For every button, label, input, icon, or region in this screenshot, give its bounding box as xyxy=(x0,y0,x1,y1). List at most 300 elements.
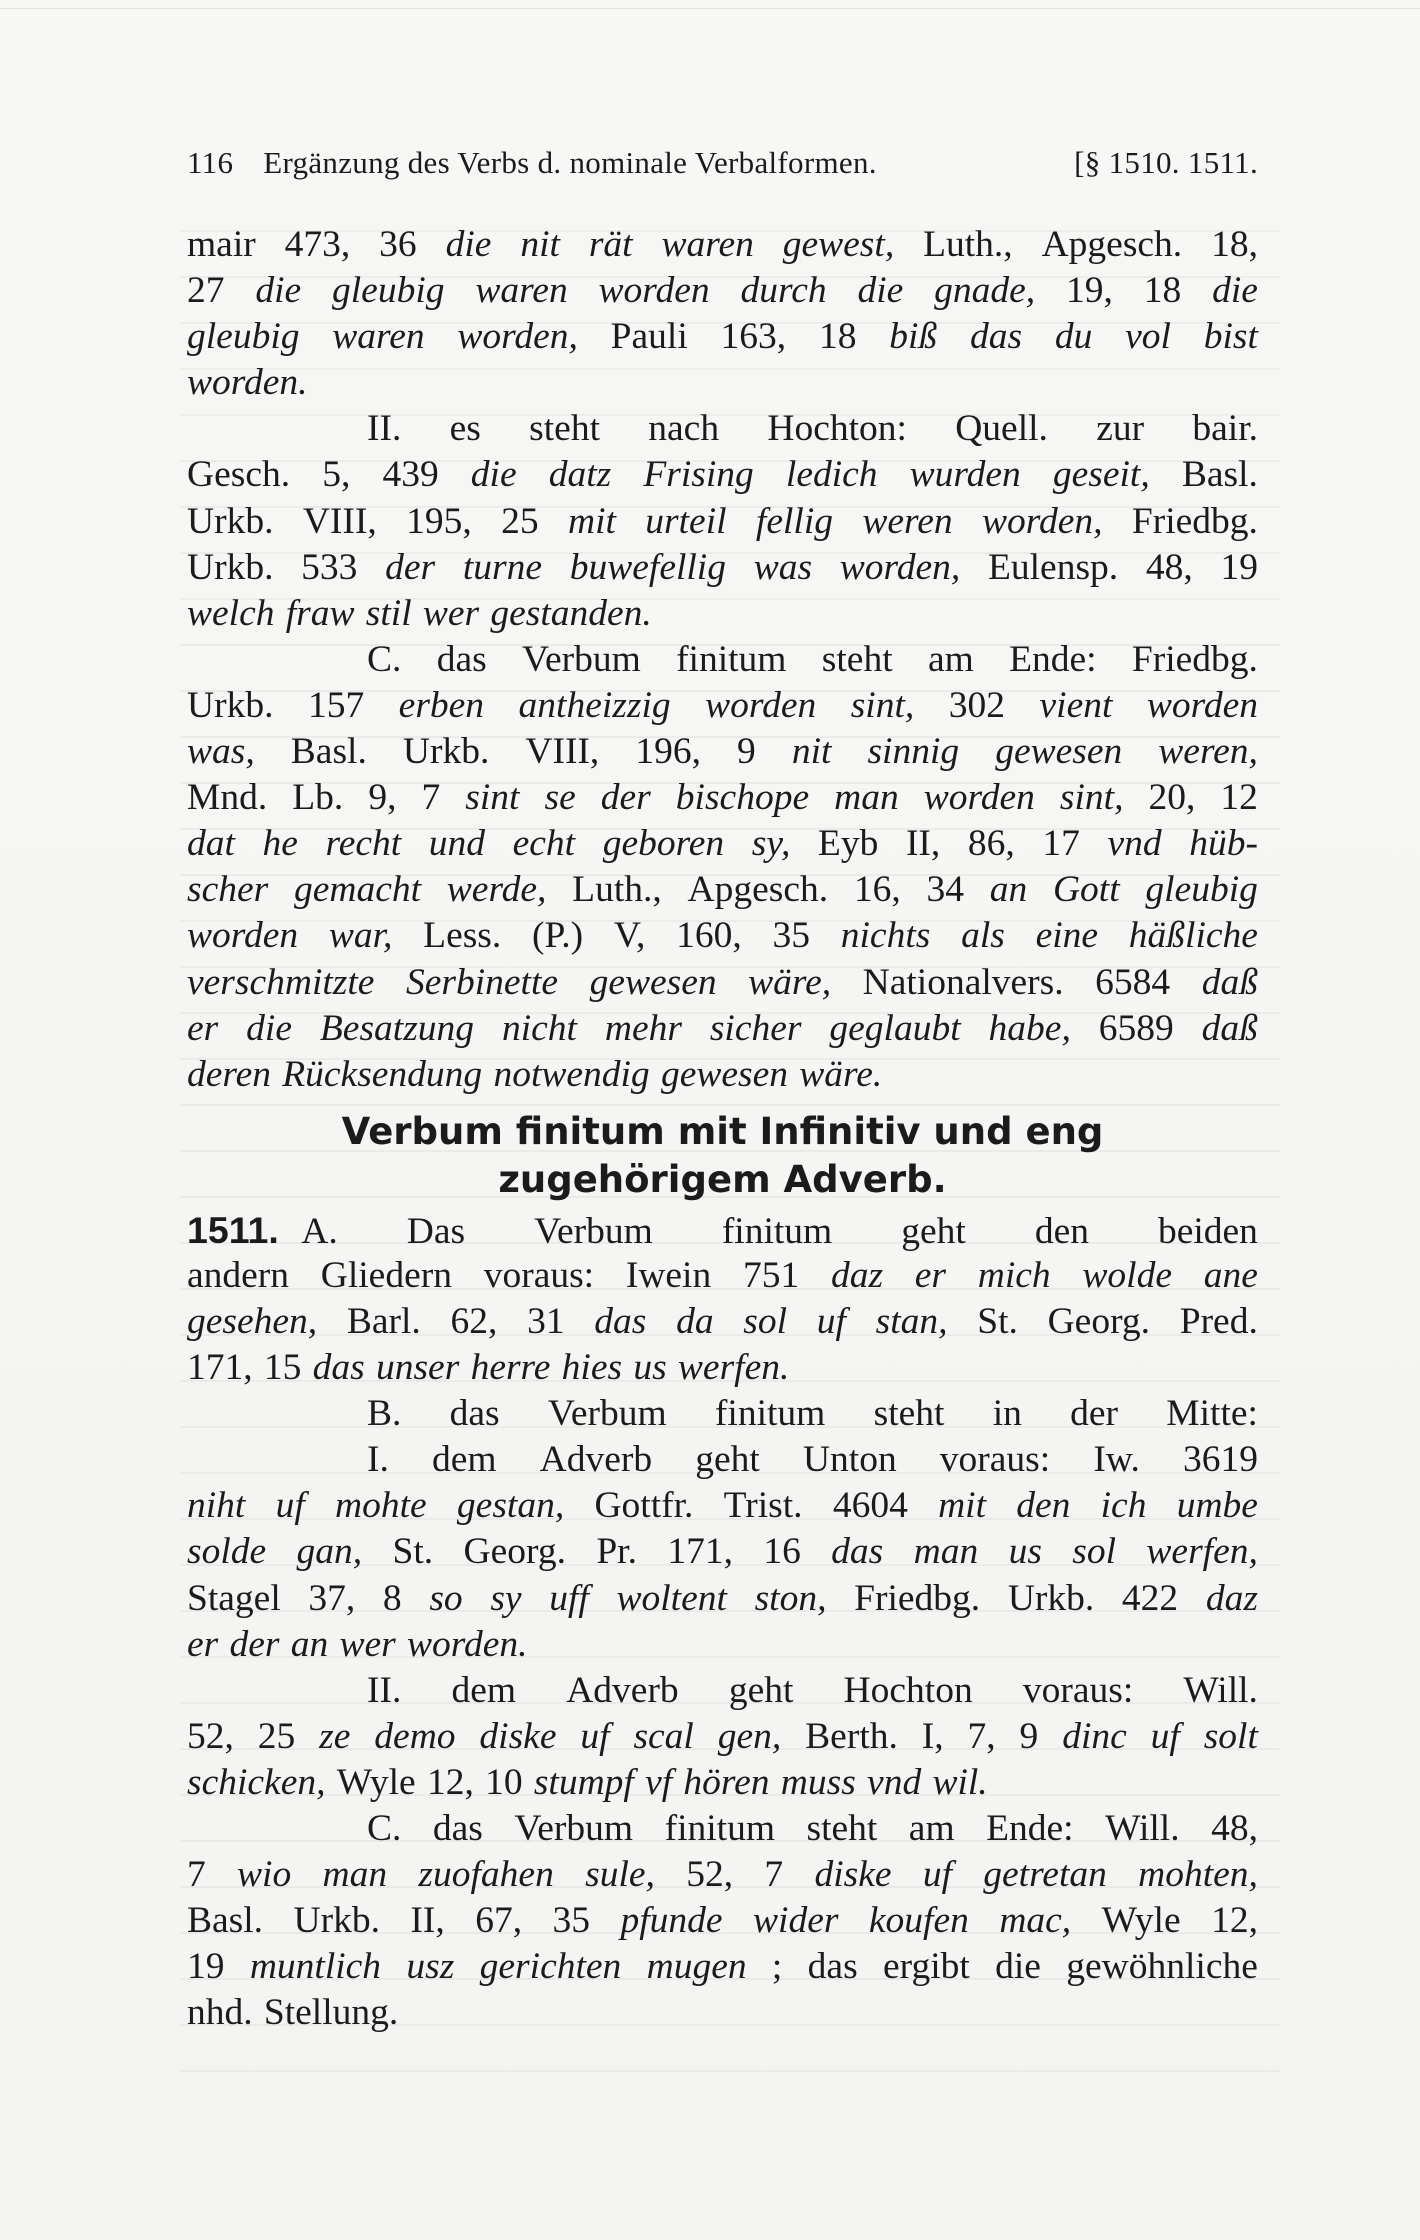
word: da xyxy=(676,1300,714,1342)
word: datz xyxy=(548,454,612,496)
word: 16, xyxy=(853,869,901,911)
word: wer xyxy=(339,1623,396,1665)
word: 422 xyxy=(1121,1577,1179,1619)
word: den xyxy=(1016,1485,1071,1527)
word: ledich xyxy=(785,454,878,496)
word: Will. xyxy=(1183,1669,1258,1711)
word: nach xyxy=(648,408,720,450)
word: muntlich xyxy=(249,1946,382,1988)
word: Friedbg. xyxy=(854,1577,981,1619)
word: 31 xyxy=(527,1300,565,1342)
word: uf xyxy=(816,1300,846,1342)
word: steht xyxy=(873,1393,945,1435)
word: 160, xyxy=(676,915,742,957)
word: sinnig xyxy=(867,731,960,773)
word: II, xyxy=(905,823,941,865)
word: Pr. xyxy=(596,1531,637,1573)
word: gewesen xyxy=(995,731,1123,773)
word: geboren xyxy=(602,823,725,865)
text-line xyxy=(187,729,1258,775)
word: Adverb xyxy=(539,1439,653,1481)
word: Trist. xyxy=(723,1485,803,1527)
word: du xyxy=(1054,316,1093,358)
text-line xyxy=(187,314,1258,360)
word: Apgesch. xyxy=(1041,224,1183,265)
text-line xyxy=(187,821,1258,867)
word: mac, xyxy=(999,1900,1072,1942)
word: wurden xyxy=(909,454,1021,496)
word: gewest, xyxy=(782,224,895,265)
running-title: Ergänzung des Verbs d. nominale Verbalformen. xyxy=(263,145,877,180)
word: Luth., xyxy=(572,869,662,911)
word: voraus: xyxy=(1022,1669,1134,1711)
word: es xyxy=(449,408,481,450)
word: Will. xyxy=(1105,1808,1180,1849)
text-line xyxy=(187,1760,1258,1806)
word: 12, xyxy=(1211,1900,1258,1942)
word: sol xyxy=(743,1300,788,1342)
word: Eulensp. xyxy=(987,546,1119,588)
paragraph-1511-first-line xyxy=(187,1207,1258,1253)
word: worden xyxy=(598,270,710,312)
word: niht xyxy=(187,1485,246,1527)
word: durch xyxy=(740,270,827,312)
word: mugen xyxy=(646,1946,747,1988)
word: ergibt xyxy=(883,1946,970,1988)
word: 36 xyxy=(379,224,417,265)
word: 163, xyxy=(720,316,787,358)
word: am xyxy=(927,638,974,680)
text-line xyxy=(187,960,1258,1006)
word: das xyxy=(432,1808,483,1849)
word: Wyle xyxy=(336,1761,416,1803)
word: nit xyxy=(791,731,832,773)
word: Mitte: xyxy=(1166,1393,1258,1435)
word: der xyxy=(229,1623,280,1665)
word: das xyxy=(436,638,487,680)
heading-line-2: zugehörigem Adverb. xyxy=(498,1157,947,1201)
word: 48, xyxy=(1145,546,1193,588)
word: 8 xyxy=(382,1577,402,1619)
heading-line-1: Verbum finitum mit Infinitiv und eng xyxy=(341,1109,1104,1153)
word: worden. xyxy=(407,1623,528,1665)
word: wäre. xyxy=(799,1053,883,1095)
paragraph-1511-a-text: A. Das Verbum finitum geht den beiden xyxy=(301,1210,1258,1252)
word: geseit, xyxy=(1052,454,1150,496)
word: 6589 xyxy=(1098,1007,1174,1049)
word: woltent xyxy=(616,1577,727,1619)
word: voraus: xyxy=(939,1439,1051,1481)
text-line xyxy=(187,775,1258,821)
word: ze xyxy=(319,1715,351,1757)
word: an xyxy=(989,869,1028,911)
text-line xyxy=(187,1668,1258,1714)
word: gen, xyxy=(717,1715,782,1757)
word: das xyxy=(312,1347,365,1389)
word: Less. xyxy=(423,915,502,957)
word: sol xyxy=(1072,1531,1117,1573)
text-line xyxy=(187,1299,1258,1345)
word: worden, xyxy=(457,316,578,358)
word: Friedbg. xyxy=(1131,500,1258,542)
word: Lb. xyxy=(292,777,344,819)
word: finitum xyxy=(664,1808,775,1849)
word: 16 xyxy=(763,1531,801,1573)
word: wil. xyxy=(932,1761,988,1803)
word: Adverb xyxy=(566,1669,679,1711)
text-line xyxy=(187,1714,1258,1760)
word: mit xyxy=(568,500,616,542)
word: stumpf xyxy=(533,1761,634,1803)
word: I, xyxy=(921,1715,944,1757)
text-line xyxy=(187,1622,1258,1668)
word: sint, xyxy=(1059,777,1124,819)
text-line xyxy=(187,1345,1258,1391)
text-line xyxy=(187,1898,1258,1944)
word: geglaubt xyxy=(829,1007,961,1049)
word: Pauli xyxy=(610,316,688,358)
word: Urkb. xyxy=(402,731,490,773)
word: Nationalvers. xyxy=(862,961,1064,1003)
word: die xyxy=(1212,270,1258,312)
word: dem xyxy=(431,1439,497,1481)
word: 17 xyxy=(1042,823,1080,865)
word: fraw xyxy=(285,592,355,634)
word: 12 xyxy=(1220,777,1258,819)
word: so xyxy=(429,1577,463,1619)
word: andern xyxy=(187,1254,290,1296)
word: Quell. xyxy=(955,408,1048,450)
word: steht xyxy=(821,638,893,680)
word: werfen. xyxy=(677,1347,790,1389)
word: erben xyxy=(398,684,485,726)
word: man xyxy=(834,777,899,819)
word: Iw. xyxy=(1093,1439,1140,1481)
text-line xyxy=(187,1006,1258,1052)
word: Frising xyxy=(643,454,754,496)
word: Urkb. xyxy=(187,684,274,726)
word: Urkb. xyxy=(293,1900,380,1942)
word: als xyxy=(961,915,1005,957)
word: werde, xyxy=(446,869,547,911)
word: 196, xyxy=(635,731,701,773)
word: he xyxy=(262,823,298,865)
word: scher xyxy=(187,869,269,911)
main-text xyxy=(187,222,1258,2036)
word: Urkb. xyxy=(187,500,274,542)
word: häßliche xyxy=(1128,915,1258,957)
word: worden xyxy=(705,684,817,726)
word: sy xyxy=(490,1577,522,1619)
word: (P.) xyxy=(532,915,584,957)
text-line xyxy=(187,1253,1258,1299)
word: Verbum xyxy=(522,638,641,680)
word: der xyxy=(385,546,436,588)
word: er xyxy=(914,1254,947,1296)
word: 18, xyxy=(1211,224,1258,265)
word: die xyxy=(995,1946,1041,1988)
text-line xyxy=(187,406,1258,452)
text-line xyxy=(187,545,1258,591)
word: 3619 xyxy=(1182,1439,1258,1481)
word: V, xyxy=(613,915,646,957)
word: 533 xyxy=(301,546,358,588)
word: muss xyxy=(780,1761,856,1803)
word: Barl. xyxy=(346,1300,421,1342)
word: Besatzung xyxy=(319,1007,475,1049)
word: II, xyxy=(410,1900,445,1942)
word: Stagel xyxy=(187,1577,281,1619)
word: 19 xyxy=(187,1946,225,1988)
text-line xyxy=(187,1576,1258,1622)
word: habe, xyxy=(988,1007,1071,1049)
word: worden xyxy=(923,777,1035,819)
word: ston, xyxy=(754,1577,827,1619)
word: Rücksendung xyxy=(282,1053,483,1095)
word: vnd xyxy=(1107,823,1162,865)
word: I. xyxy=(367,1439,389,1481)
word: vnd xyxy=(867,1761,922,1803)
word: Gottfr. xyxy=(594,1485,694,1527)
word: mehr xyxy=(604,1007,682,1049)
word: worden, xyxy=(839,546,961,588)
word: 6584 xyxy=(1095,961,1171,1003)
word: dem xyxy=(451,1669,517,1711)
word: gleubig xyxy=(1145,869,1258,911)
word: gewöhnliche xyxy=(1066,1946,1258,1988)
word: umbe xyxy=(1176,1485,1258,1527)
word: der xyxy=(600,777,651,819)
word: Urkb. xyxy=(1007,1577,1095,1619)
word: daß xyxy=(1201,1007,1258,1049)
text-line xyxy=(187,222,1258,268)
word: 9 xyxy=(1019,1715,1039,1757)
word: die xyxy=(470,454,517,496)
word: gleubig xyxy=(187,316,300,358)
word: VIII, xyxy=(302,500,377,542)
word: 27 xyxy=(187,270,225,312)
word: 15 xyxy=(263,1347,302,1389)
text-line xyxy=(187,268,1258,314)
word: 7, xyxy=(967,1715,996,1757)
word: Georg. xyxy=(463,1531,566,1573)
word: 439 xyxy=(382,454,439,496)
word: II. xyxy=(367,408,402,450)
word: solt xyxy=(1203,1715,1258,1757)
word: daß xyxy=(1201,961,1258,1003)
word: waren xyxy=(661,224,754,265)
word: Basl. xyxy=(187,1900,264,1942)
word: Gliedern xyxy=(320,1254,452,1296)
word: was xyxy=(753,546,813,588)
text-line xyxy=(187,1806,1258,1852)
word: unser xyxy=(375,1347,460,1389)
word: Verbum xyxy=(547,1393,667,1435)
word: uf xyxy=(580,1715,610,1757)
word: buwefellig xyxy=(569,546,726,588)
word: 18 xyxy=(818,316,857,358)
word: Mnd. xyxy=(187,777,268,819)
word: eine xyxy=(1035,915,1099,957)
word: geht xyxy=(728,1669,794,1711)
word: Serbinette xyxy=(405,961,559,1003)
word: hies xyxy=(561,1347,623,1389)
text-line xyxy=(187,1483,1258,1529)
word: Unton xyxy=(802,1439,897,1481)
word: die xyxy=(246,1007,292,1049)
word: 171, xyxy=(187,1347,253,1389)
word: Basl. xyxy=(1181,454,1258,496)
word: hüb- xyxy=(1189,823,1258,865)
word: 52, xyxy=(686,1854,734,1896)
word: worden xyxy=(1146,684,1258,726)
word: voraus: xyxy=(483,1254,595,1296)
word: welch xyxy=(187,592,275,634)
word: wolde xyxy=(1082,1254,1172,1296)
word: 7 xyxy=(187,1854,206,1896)
word: 25 xyxy=(257,1715,296,1757)
word: uf xyxy=(922,1854,952,1896)
word: Luth., xyxy=(923,224,1013,265)
text-line xyxy=(187,867,1258,913)
word: am xyxy=(908,1808,955,1849)
word: Basl. xyxy=(290,731,367,773)
word: bair. xyxy=(1192,408,1258,450)
word: mohten, xyxy=(1138,1854,1258,1896)
word: ane xyxy=(1203,1254,1258,1296)
word: VIII, xyxy=(525,731,600,773)
word: dat xyxy=(187,823,235,865)
word: weren, xyxy=(1158,731,1258,773)
word: Pred. xyxy=(1179,1300,1258,1342)
word: steht xyxy=(529,408,600,450)
text-line xyxy=(187,913,1258,959)
word: steht xyxy=(806,1808,878,1849)
word: nicht xyxy=(501,1007,577,1049)
word: sule, xyxy=(585,1854,655,1896)
word: demo xyxy=(374,1715,456,1757)
word: das xyxy=(831,1531,884,1573)
word: sint xyxy=(465,777,520,819)
word: 4604 xyxy=(832,1485,908,1527)
word: weren xyxy=(862,500,953,542)
word: finitum xyxy=(714,1393,826,1435)
word: 9 xyxy=(737,731,756,773)
text-line xyxy=(187,591,1258,637)
word: Iwein xyxy=(625,1254,712,1296)
word: in xyxy=(992,1393,1022,1435)
word: man xyxy=(322,1854,388,1896)
word: mit xyxy=(938,1485,986,1527)
word: das xyxy=(969,316,1023,358)
word: 7 xyxy=(764,1854,784,1896)
word: 35 xyxy=(552,1900,591,1942)
word: mair xyxy=(187,224,256,265)
paragraph-number: 1511. xyxy=(187,1208,279,1251)
paragraph-hochton xyxy=(187,406,1258,636)
word: B. xyxy=(367,1393,402,1435)
word: daz xyxy=(1205,1577,1258,1619)
word: das xyxy=(449,1393,500,1435)
word: 19 xyxy=(1220,546,1258,588)
paragraph-1511-b-ii xyxy=(187,1668,1258,1806)
text-line xyxy=(187,1944,1258,1990)
word: uf xyxy=(275,1485,305,1527)
word: 20, xyxy=(1148,777,1196,819)
word: gnade, xyxy=(934,270,1036,312)
word: vient xyxy=(1039,684,1113,726)
word: Gott xyxy=(1052,869,1120,911)
word: worden xyxy=(187,915,299,957)
word: bischope xyxy=(675,777,810,819)
running-header xyxy=(187,145,1258,181)
word: gan, xyxy=(296,1531,363,1573)
word: turne xyxy=(462,546,543,588)
word: 86, xyxy=(967,823,1015,865)
word: man xyxy=(913,1531,979,1573)
word: 751 xyxy=(742,1254,800,1296)
word: 171, xyxy=(667,1531,733,1573)
word: 35 xyxy=(772,915,811,957)
word: wio xyxy=(237,1854,292,1896)
word: 67, xyxy=(475,1900,523,1942)
word: finitum xyxy=(676,638,787,680)
word: 34 xyxy=(926,869,964,911)
word: er xyxy=(187,1007,219,1049)
word: geht xyxy=(695,1439,760,1481)
paragraph-c-ende xyxy=(187,637,1258,1098)
word: pfunde xyxy=(620,1900,723,1942)
paragraph-1511-b xyxy=(187,1391,1258,1668)
word: 52, xyxy=(187,1715,234,1757)
word: das xyxy=(807,1946,858,1988)
word: diske xyxy=(814,1854,892,1896)
word: gesehen, xyxy=(187,1300,318,1342)
word: 12, xyxy=(426,1761,474,1803)
word: ; xyxy=(771,1946,783,1988)
word: uff xyxy=(549,1577,589,1619)
word: er xyxy=(187,1623,219,1665)
word: Verbum xyxy=(514,1808,634,1849)
text-line xyxy=(187,1529,1258,1575)
word: die xyxy=(857,270,904,312)
word: gemacht xyxy=(293,869,422,911)
text-line xyxy=(187,499,1258,545)
word: werfen, xyxy=(1146,1531,1258,1573)
word: verschmitzte xyxy=(187,961,375,1003)
word: worden. xyxy=(187,362,308,404)
word: zur xyxy=(1096,408,1145,450)
word: Eyb xyxy=(817,823,879,865)
word: solde xyxy=(187,1531,267,1573)
word: ich xyxy=(1100,1485,1147,1527)
word: das xyxy=(594,1300,647,1342)
word: 19, xyxy=(1066,270,1113,312)
word: wer xyxy=(422,592,480,634)
word: nit xyxy=(520,224,560,265)
word: mohte xyxy=(335,1485,427,1527)
text-line xyxy=(187,683,1258,729)
word: 473, xyxy=(284,224,351,265)
word: worden, xyxy=(982,500,1103,542)
word: daz xyxy=(830,1254,884,1296)
word: Apgesch. xyxy=(687,869,829,911)
text-line xyxy=(187,1437,1258,1483)
text-line xyxy=(187,637,1258,683)
word: 62, xyxy=(450,1300,498,1342)
word: wider xyxy=(753,1900,839,1942)
word: Gesch. xyxy=(187,454,291,496)
